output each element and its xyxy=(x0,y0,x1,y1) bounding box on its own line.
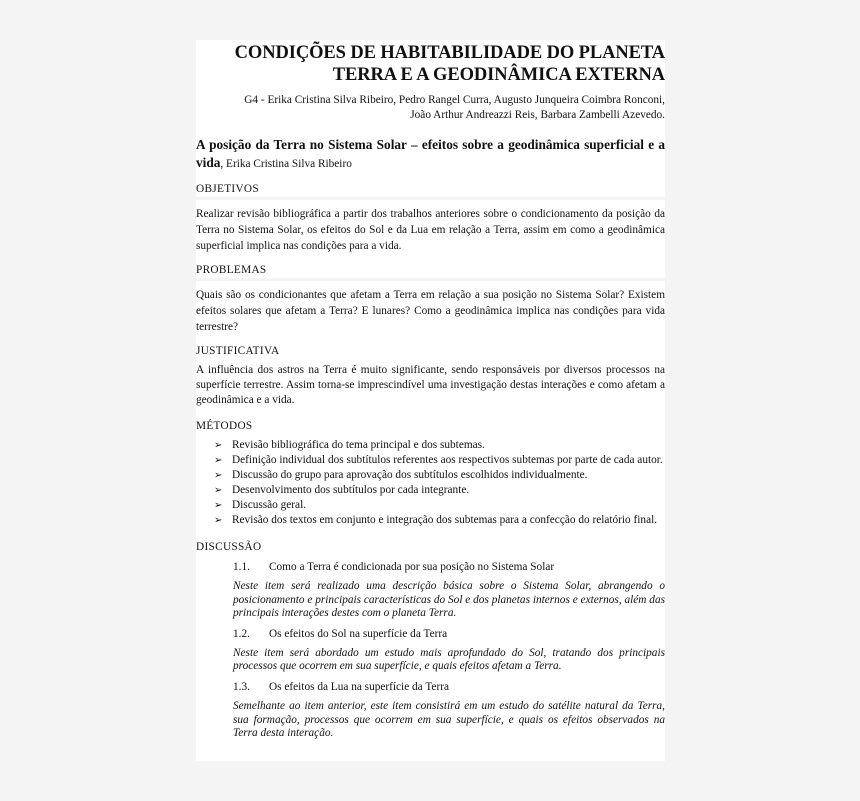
list-item xyxy=(196,468,665,483)
objetivos-text: Realizar revisão bibliográfica a partir dos trabalhos anteriores sobre o condicionamento da posição da Terra no Sistema Solar, os efeitos do Sol e da Lua em relação a Terra, assim em como a geodinâmica superficial implica nas condições para a vida. xyxy=(196,208,665,252)
metodos-list xyxy=(196,438,665,528)
discussao-item-heading xyxy=(233,680,665,695)
item-number: 1.2. xyxy=(233,627,250,640)
arrow-bullet-icon: ➢ xyxy=(214,485,223,496)
section-divider xyxy=(195,197,666,200)
title-line-1: CONDIÇÕES DE HABITABILIDADE DO PLANETA xyxy=(234,43,665,63)
heading-discussao: DISCUSSÃO xyxy=(196,540,665,555)
authors-block xyxy=(196,93,665,122)
arrow-bullet-icon: ➢ xyxy=(214,470,223,481)
heading-problemas: PROBLEMAS xyxy=(196,263,665,278)
heading-justificativa: JUSTIFICATIVA xyxy=(196,344,665,359)
list-item-text: Definição individual dos subtítulos referentes aos respectivos subtemas por parte de cada autor. xyxy=(232,454,663,466)
list-item xyxy=(196,438,665,453)
section-divider xyxy=(195,278,666,281)
authors-line-1: G4 - Erika Cristina Silva Ribeiro, Pedro Rangel Curra, Augusto Junqueira Coimbra Ronconi, xyxy=(244,94,665,106)
list-item-text: Desenvolvimento dos subtítulos por cada integrante. xyxy=(232,484,470,496)
heading-objetivos: OBJETIVOS xyxy=(196,182,665,197)
item-title: Os efeitos da Lua na superfície da Terra xyxy=(269,680,449,693)
list-item xyxy=(196,498,665,513)
list-item xyxy=(196,513,665,528)
discussao-item-text: Neste item será abordado um estudo mais aprofundado do Sol, tratando dos principais processos que ocorrem em sua superfície, e quais efeitos afetam a Terra. xyxy=(233,646,665,673)
discussao-item-text: Neste item será realizado uma descrição básica sobre o Sistema Solar, abrangendo o posicionamento e principais características do Sol e dos planetas internos e externos, além das principais interações destes com o planeta Terra. xyxy=(233,580,665,620)
list-item-text: Discussão geral. xyxy=(232,499,307,511)
subtitle-author: , Erika Cristina Silva Ribeiro xyxy=(220,158,352,170)
list-item-text: Revisão dos textos em conjunto e integração dos subtemas para a confecção do relatório final. xyxy=(232,514,658,526)
list-item-text: Revisão bibliográfica do tema principal e dos subtemas. xyxy=(232,439,485,451)
problemas-text: Quais são os condicionantes que afetam a Terra em relação a sua posição no Sistema Solar? Existem efeitos solares que afetam a Terra? E lunares? Como a geodinâmica implica nas condições para vida terrestre? xyxy=(196,289,665,333)
justificativa-text: A influência dos astros na Terra é muito significante, sendo responsáveis por diversos processos na superfície terrestre. Assim torna-se imprescindível uma investigação destas interações e como afetam a geodinâmica e a vida. xyxy=(196,364,665,406)
discussao-item-text: Semelhante ao item anterior, este item consistirá em um estudo do satélite natural da Terra, sua formação, processos que ocorrem em sua superfície, e quais os efeitos observados na Terra desta interação. xyxy=(233,699,665,740)
subtitle-text: A posição da Terra no Sistema Solar – efeitos sobre a geodinâmica superficial e a vida xyxy=(196,137,665,170)
item-number: 1.3. xyxy=(233,680,250,693)
list-item-text: Discussão do grupo para aprovação dos subtítulos escolhidos individualmente. xyxy=(232,469,588,481)
discussao-item-heading xyxy=(233,627,665,642)
authors-line-2: João Arthur Andreazzi Reis, Barbara Zambelli Azevedo. xyxy=(410,108,665,121)
section-subtitle xyxy=(196,136,665,173)
heading-metodos: MÉTODOS xyxy=(196,419,665,434)
arrow-bullet-icon: ➢ xyxy=(214,440,223,451)
arrow-bullet-icon: ➢ xyxy=(214,515,223,526)
discussao-item-heading xyxy=(233,560,665,575)
item-number: 1.1. xyxy=(233,561,250,573)
item-title: Como a Terra é condicionada por sua posição no Sistema Solar xyxy=(269,561,555,573)
document-title xyxy=(196,42,665,86)
title-line-2: TERRA E A GEODINÂMICA EXTERNA xyxy=(332,65,665,85)
document-page xyxy=(196,40,665,761)
list-item xyxy=(196,483,665,498)
arrow-bullet-icon: ➢ xyxy=(214,455,223,466)
discussao-items xyxy=(233,560,665,741)
arrow-bullet-icon: ➢ xyxy=(214,500,223,511)
item-title: Os efeitos do Sol na superfície da Terra xyxy=(269,627,448,640)
list-item xyxy=(196,453,665,468)
